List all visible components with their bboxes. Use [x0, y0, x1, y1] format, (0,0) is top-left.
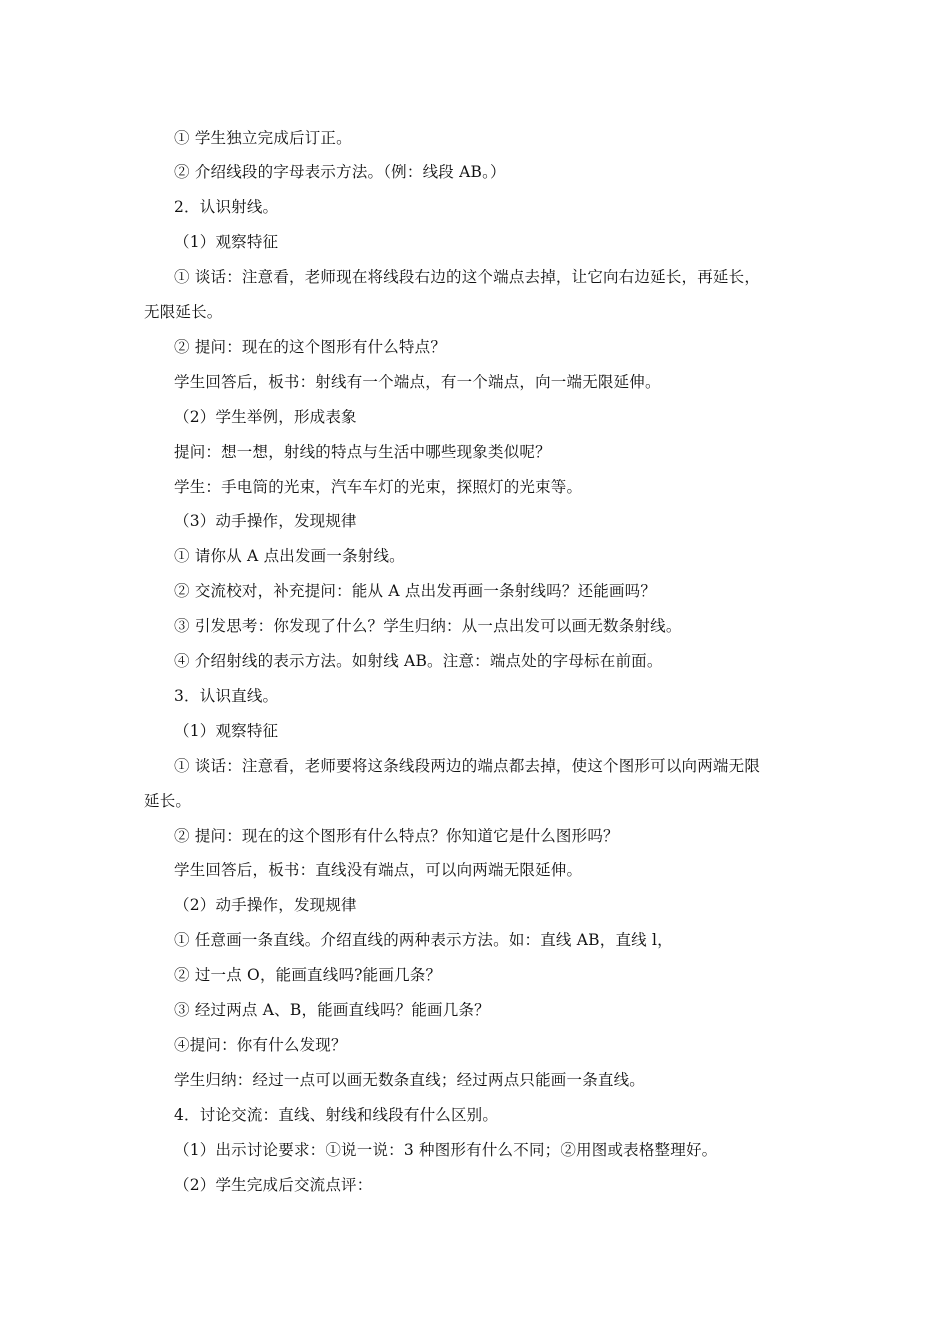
- text-line: （2）学生举例，形成表象: [174, 408, 357, 426]
- text-line: 延长。: [144, 792, 192, 810]
- text-line: ① 谈话：注意看，老师要将这条线段两边的端点都去掉，使这个图形可以向两端无限: [174, 757, 761, 775]
- text-line: ① 请你从 A 点出发画一条射线。: [174, 547, 405, 565]
- text-line: ② 介绍线段的字母表示方法。（例：线段 AB。）: [174, 163, 506, 181]
- text-line: 提问：想一想，射线的特点与生活中哪些现象类似呢？: [174, 443, 551, 461]
- text-line: ② 过一点 O，能画直线吗?能画几条？: [174, 966, 442, 984]
- text-line: ① 谈话：注意看，老师现在将线段右边的这个端点去掉，让它向右边延长，再延长，: [174, 268, 761, 286]
- text-line: ④ 介绍射线的表示方法。如射线 AB。注意：端点处的字母标在前面。: [174, 652, 663, 670]
- text-line: ② 提问：现在的这个图形有什么特点？你知道它是什么图形吗？: [174, 827, 619, 845]
- text-line: 3．认识直线。: [174, 687, 279, 705]
- text-line: （1）观察特征: [174, 722, 279, 740]
- text-line: ② 交流校对，补充提问：能从 A 点出发再画一条射线吗？还能画吗？: [174, 582, 657, 600]
- text-line: 2．认识射线。: [174, 198, 279, 216]
- text-line: 学生归纳：经过一点可以画无数条直线；经过两点只能画一条直线。: [174, 1071, 646, 1089]
- text-line: （1）出示讨论要求：①说一说：3 种图形有什么不同；②用图或表格整理好。: [174, 1141, 718, 1159]
- text-line: ③ 经过两点 A、B，能画直线吗？能画几条？: [174, 1001, 490, 1019]
- text-line: ④提问：你有什么发现？: [174, 1036, 347, 1054]
- text-line: （1）观察特征: [174, 233, 279, 251]
- text-line: 学生回答后，板书：射线有一个端点，有一个端点，向一端无限延伸。: [174, 373, 661, 391]
- text-line: 学生回答后，板书：直线没有端点，可以向两端无限延伸。: [174, 861, 583, 879]
- text-line: 学生：手电筒的光束，汽车车灯的光束，探照灯的光束等。: [174, 478, 583, 496]
- text-line: ③ 引发思考：你发现了什么？学生归纳：从一点出发可以画无数条射线。: [174, 617, 682, 635]
- text-line: （2）学生完成后交流点评：: [174, 1176, 373, 1194]
- text-line: （2）动手操作，发现规律: [174, 896, 357, 914]
- text-line: 4．讨论交流：直线、射线和线段有什么区别。: [174, 1106, 499, 1124]
- text-line: （3）动手操作，发现规律: [174, 512, 357, 530]
- text-line: 无限延长。: [144, 303, 223, 321]
- text-line: ② 提问：现在的这个图形有什么特点？: [174, 338, 447, 356]
- text-line: ① 学生独立完成后订正。: [174, 129, 352, 147]
- text-line: ① 任意画一条直线。介绍直线的两种表示方法。如：直线 AB，直线 l，: [174, 931, 673, 949]
